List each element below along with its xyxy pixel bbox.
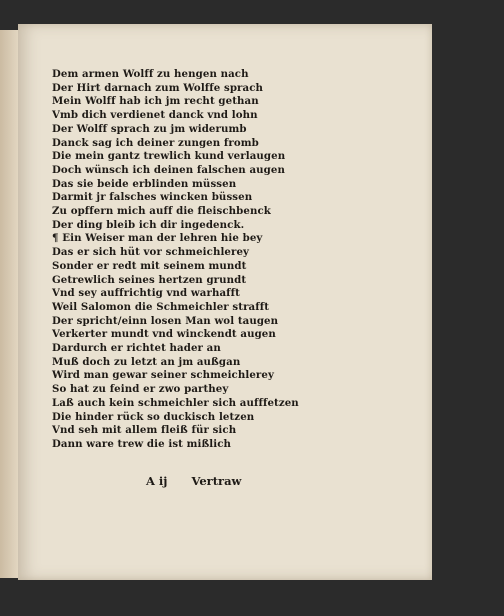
verse-line: Dann ware trew die ist mißlich: [52, 437, 232, 450]
verse-line: Mein Wolff hab ich jm recht gethan: [52, 95, 259, 108]
verse-line: Das sie beide erblinden müssen: [52, 177, 237, 190]
verse-line: Laß auch kein schmeichler sich aufffetzen: [52, 396, 299, 409]
verse-line: Die hinder rück so duckisch letzen: [52, 410, 255, 423]
verse-line: Dardurch er richtet hader an: [52, 342, 221, 355]
verse-line: So hat zu feind er zwo parthey: [52, 383, 229, 396]
book-page: [18, 24, 432, 580]
verse-line: Vmb dich verdienet danck vnd lohn: [52, 109, 258, 122]
verse-line: Der ding bleib ich dir ingedenck.: [52, 218, 245, 231]
verse-line: Getrewlich seines hertzen grundt: [52, 273, 247, 286]
verse-line: Der Wolff sprach zu jm widerumb: [52, 122, 247, 135]
verse-line: Dem armen Wolff zu hengen nach: [52, 68, 249, 80]
verse-text: [52, 68, 299, 452]
verse-line: Muß doch zu letzt an jm außgan: [52, 355, 241, 368]
verse-line: Zu opffern mich auff die fleischbenck: [52, 205, 271, 218]
verse-line: Verkerter mundt vnd winckendt augen: [52, 328, 276, 341]
verse-line: Die mein gantz trewlich kund verlaugen: [52, 150, 286, 163]
signature-mark: A ij: [146, 474, 168, 488]
verse-line: Der spricht/einn losen Man wol taugen: [52, 314, 279, 327]
page-footer: [146, 474, 241, 488]
verse-line: Darmit jr falsches wincken büssen: [52, 191, 253, 204]
verse-line: Weil Salomon die Schmeichler strafft: [52, 300, 270, 313]
verse-line: ¶ Ein Weiser man der lehren hie bey: [52, 232, 263, 245]
verse-line: Danck sag ich deiner zungen fromb: [52, 136, 259, 149]
verse-line: Vnd seh mit allem fleiß für sich: [52, 424, 237, 437]
verse-line: Doch wünsch ich deinen falschen augen: [52, 163, 285, 176]
verse-line: Vnd sey auffrichtig vnd warhafft: [52, 287, 240, 300]
verse-line: Der Hirt darnach zum Wolffe sprach: [52, 81, 264, 94]
catchword: Vertraw: [191, 474, 242, 488]
verse-line: Sonder er redt mit seinem mundt: [52, 259, 247, 272]
verse-line: Das er sich hüt vor schmeichlerey: [52, 246, 250, 259]
preceding-page-edge: [0, 30, 18, 578]
verse-line: Wird man gewar seiner schmeichlerey: [52, 369, 274, 382]
